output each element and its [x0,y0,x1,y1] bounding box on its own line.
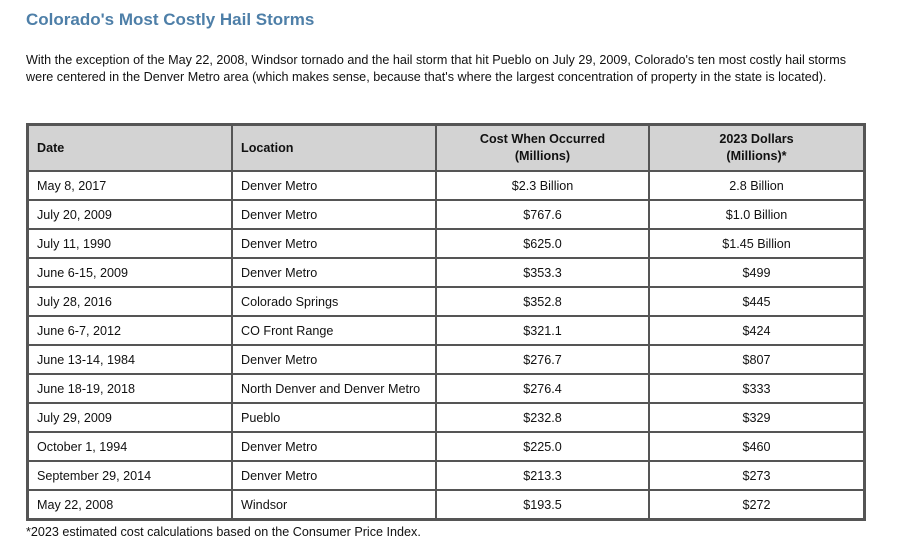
cell-2023-dollars: $333 [649,374,864,403]
table-row [28,432,864,461]
cell-date: October 1, 1994 [28,432,232,461]
cell-location: Colorado Springs [232,287,436,316]
cell-cost: $232.8 [436,403,649,432]
cell-cost: $321.1 [436,316,649,345]
cell-cost: $352.8 [436,287,649,316]
table-row [28,229,864,258]
cell-location: CO Front Range [232,316,436,345]
table-header-row [28,125,864,171]
cell-2023-dollars: $272 [649,490,864,519]
cell-location: Denver Metro [232,171,436,200]
cell-cost: $276.4 [436,374,649,403]
footnote: *2023 estimated cost calculations based on the Consumer Price Index. [26,525,421,539]
cell-location: Denver Metro [232,200,436,229]
table-row [28,171,864,200]
cell-location: Denver Metro [232,345,436,374]
cell-date: September 29, 2014 [28,461,232,490]
header-date: Date [28,125,232,171]
cell-location: Denver Metro [232,258,436,287]
cell-date: May 8, 2017 [28,171,232,200]
cell-2023-dollars: $424 [649,316,864,345]
cell-2023-dollars: $499 [649,258,864,287]
cell-date: July 28, 2016 [28,287,232,316]
header-cost-line2: (Millions) [514,149,571,163]
cell-2023-dollars: $1.0 Billion [649,200,864,229]
header-cost-line1: Cost When Occurred [479,132,606,146]
hail-storms-table [26,123,866,521]
cell-cost: $625.0 [436,229,649,258]
cell-date: June 13-14, 1984 [28,345,232,374]
cell-date: July 11, 1990 [28,229,232,258]
cell-cost: $193.5 [436,490,649,519]
cell-cost: $353.3 [436,258,649,287]
cell-2023-dollars: $445 [649,287,864,316]
cell-date: June 6-7, 2012 [28,316,232,345]
cell-2023-dollars: $1.45 Billion [649,229,864,258]
cell-location: Denver Metro [232,229,436,258]
cell-2023-dollars: $460 [649,432,864,461]
cell-date: July 20, 2009 [28,200,232,229]
cell-cost: $2.3 Billion [436,171,649,200]
header-dollars-line1: 2023 Dollars [719,132,794,146]
header-2023-dollars [649,125,864,171]
cell-date: June 18-19, 2018 [28,374,232,403]
cell-cost: $225.0 [436,432,649,461]
cell-location: Denver Metro [232,432,436,461]
table-row [28,200,864,229]
table-row [28,287,864,316]
cell-location: Windsor [232,490,436,519]
cell-location: Pueblo [232,403,436,432]
intro-paragraph: With the exception of the May 22, 2008, Windsor tornado and the hail storm that hit Pueblo on July 29, 2009, Colorado's ten most costly hail storms were centered in the Denver Metro area (which makes sense, because that's where the largest concentration of property in the state is located). [26,53,847,84]
cell-cost: $276.7 [436,345,649,374]
header-cost [436,125,649,171]
cell-date: July 29, 2009 [28,403,232,432]
cell-date: June 6-15, 2009 [28,258,232,287]
cell-2023-dollars: $329 [649,403,864,432]
page-title: Colorado's Most Costly Hail Storms [26,10,315,29]
cell-cost: $767.6 [436,200,649,229]
cell-2023-dollars: $807 [649,345,864,374]
table-row [28,490,864,519]
cell-location: North Denver and Denver Metro [232,374,436,403]
header-location: Location [232,125,436,171]
cell-cost: $213.3 [436,461,649,490]
cell-2023-dollars: 2.8 Billion [649,171,864,200]
table-body [28,171,864,519]
header-dollars-line2: (Millions)* [726,149,787,163]
table-row [28,374,864,403]
table-row [28,461,864,490]
table-row [28,345,864,374]
table-row [28,258,864,287]
table-row [28,403,864,432]
cell-location: Denver Metro [232,461,436,490]
table-row [28,316,864,345]
cell-date: May 22, 2008 [28,490,232,519]
cell-2023-dollars: $273 [649,461,864,490]
